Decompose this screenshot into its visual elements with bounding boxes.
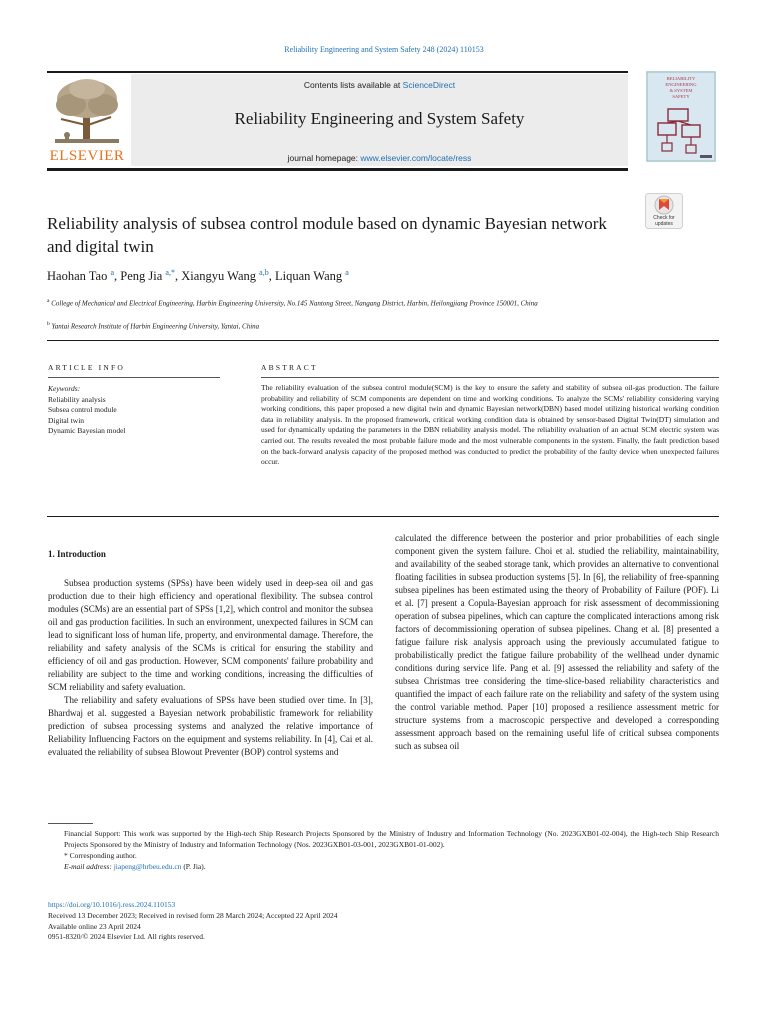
crossmark-label-text: Check for <box>653 215 675 221</box>
author-affiliation-mark[interactable]: a <box>110 268 115 277</box>
financial-support-note: Financial Support: This work was supported by the High-tech Ship Research Projects Sponsored by the Ministry of Industry and Information Technology (No. 2023GXB01-02-004), the High-tech Ship Research Projects Sponsored by the Ministry of Industry and Information Technology (Nos. 2023GXB01-03-001, 2023GXB01-01-002). <box>64 829 719 849</box>
affiliation-a <box>47 296 647 308</box>
contents-prefix: Contents lists available at <box>303 80 403 90</box>
body-paragraph: calculated the difference between the posterior and prior probabilities of each single component given the system failure. Choi et al. studied the reliability, maintainability, and availability of the seabed storage tank, which provides an alternative to conventional floating facilities in subsea production systems [5]. In [6], the reliability of free-spanning subsea pipelines has been estimated using the theory of Probability of Failure (POF). Li et al. [7] present a Copula-Bayesian approach for risk assessment of decommissioning operation of subsea pipelines, which can capture the complicated interactions among risk factors of decommissioning operation of subsea pipelines. Chang et al. [8] presented a fatigue failure risk analysis approach using the previously accumulated fatigue to probabilistically predict the fatigue failure probability of the wellhead under dynamic conditions during service life. Pang et al. [9] assessed the reliability and safety of the subsea Christmas tree considering the time-slice-based reliability characteristics and quantified the impact of each failure rate on the reliability and safety of the system using the control variable method. Paper [10] proposed a resilience assessment metric for structure systems from a macroscopic perspective and developed a corresponding assessment approach based on the remaining useful life of critical subsea components such as subsea oil <box>395 533 719 751</box>
journal-cover[interactable] <box>646 71 716 162</box>
journal-banner <box>131 74 628 166</box>
cover-image-icon <box>646 71 716 162</box>
keyword-item: Dynamic Bayesian model <box>48 426 126 435</box>
section-heading-introduction: 1. Introduction <box>48 549 106 559</box>
check-for-updates-badge[interactable] <box>645 193 683 229</box>
body-paragraph: Subsea production systems (SPSs) have been widely used in deep-sea oil and gas production due to their high efficiency and operational flexibility. The subsea control modules (SCMs) are an essential part of SPSs [1,2], which control and monitor the subsea oil and gas production facilities. In such an environment, unexpected failures in SCM can lead to significant loss of human life, property, and environmental damage. Therefore, the reliability and safety analysis of the SCMs is critical for ensuring the stability and efficiency of oil and gas production. However, SCM components' failure probability and reliability are subject to the time and working conditions, increasing the difficulties of SCM reliability and safety evaluation. <box>48 578 373 692</box>
email-note <box>48 861 719 872</box>
keywords-block <box>48 384 228 437</box>
body-right-column <box>395 532 719 753</box>
author[interactable] <box>120 269 175 283</box>
copyright-line: 0951-8320/© 2024 Elsevier Ltd. All rights reserved. <box>48 932 205 942</box>
journal-header <box>47 71 697 171</box>
affiliation-text: College of Mechanical and Electrical Engineering, Harbin Engineering University, No.145 Nantong Street, Nangang District, Harbin, Heilongjiang Province 150001, China <box>51 299 538 308</box>
journal-homepage-link[interactable]: www.elsevier.com/locate/ress <box>360 153 472 163</box>
cover-title-text: & SYSTEM <box>669 88 693 93</box>
info-top-rule <box>47 340 719 341</box>
cover-title-text: SAFETY <box>672 94 690 99</box>
author-name: Xiangyu Wang <box>181 269 257 284</box>
author-name: Liquan Wang <box>274 269 343 284</box>
abstract-rule <box>261 377 719 378</box>
author-name: Haohan Tao <box>47 269 108 284</box>
author-affiliation-mark[interactable]: a,* <box>165 268 175 277</box>
online-date: Available online 23 April 2024 <box>48 921 141 931</box>
contents-line <box>131 80 628 90</box>
author-affiliation-mark[interactable]: a,b <box>259 268 269 277</box>
email-link[interactable]: jiapeng@hrbeu.edu.cn <box>113 862 182 871</box>
keyword-item: Reliability analysis <box>48 394 106 404</box>
footnotes <box>48 828 719 872</box>
author-affiliation-mark[interactable]: a <box>345 268 349 277</box>
header-rule-top <box>47 71 628 73</box>
email-label: E-mail address: <box>64 862 114 871</box>
article-title: Reliability analysis of subsea control module based on dynamic Bayesian network and digital twin <box>47 214 607 256</box>
author-separator: , <box>114 269 121 284</box>
article-info-rule <box>48 377 220 378</box>
author-separator: , <box>268 269 275 284</box>
elsevier-logo[interactable] <box>47 75 127 167</box>
journal-reference[interactable]: Reliability Engineering and System Safety 248 (2024) 110153 <box>284 45 484 54</box>
body-paragraph: The reliability and safety evaluations of SPSs have been studied over time. In [3], Bhardwaj et al. suggested a Bayesian network probabilistic framework for reliability prediction of subsea processing systems and analyzed the relative importance of Reliability Influencing Factors on the equipment and systems reliability. In [4], Cai et al. evaluated the reliability of subsea Blowout Preventer (BOP) control systems and <box>48 695 373 757</box>
author[interactable] <box>181 269 268 283</box>
abstract-heading: ABSTRACT <box>261 363 318 372</box>
keywords-label: Keywords: <box>48 384 81 393</box>
received-dates: Received 13 December 2023; Received in revised form 28 March 2024; Accepted 22 April 2024 <box>48 910 338 920</box>
body-left-column <box>48 577 373 759</box>
author-separator: , <box>174 269 182 284</box>
doi-link[interactable]: https://doi.org/10.1016/j.ress.2024.110153 <box>48 900 176 909</box>
crossmark-label-text: updates <box>655 221 673 227</box>
author[interactable] <box>275 269 349 283</box>
article-info-heading: ARTICLE INFO <box>48 363 125 372</box>
footnote-rule <box>48 823 93 824</box>
publication-info <box>48 900 648 943</box>
crossmark-icon <box>645 193 683 229</box>
publisher-wordmark: ELSEVIER <box>49 148 125 164</box>
email-suffix: (P. Jia). <box>181 862 206 871</box>
header-rule-bottom <box>47 168 628 171</box>
corresponding-author-note: * Corresponding author. <box>64 851 137 860</box>
keyword-item: Digital twin <box>48 415 85 425</box>
affiliation-mark: a <box>47 298 50 304</box>
sciencedirect-link[interactable]: ScienceDirect <box>402 80 456 90</box>
affiliation-b <box>47 319 647 331</box>
author[interactable] <box>47 269 114 283</box>
journal-title: Reliability Engineering and System Safety <box>234 109 525 128</box>
homepage-prefix: journal homepage: <box>287 153 361 163</box>
tree-logo-icon <box>47 75 127 147</box>
cover-title-text: RELIABILITY <box>666 76 696 81</box>
affiliation-mark: b <box>47 321 50 327</box>
author-list <box>47 268 647 284</box>
abstract-text: The reliability evaluation of the subsea control module(SCM) is the key to ensure the safety and stability of subsea oil-gas production. The failure probability and reliability of SCM components are dependent on time and working conditions. To analyze the SCMs' reliability considering varying working conditions, this paper proposed a new digital twin and dynamic Bayesian network(DBN) based model utilizing historical working condition data in reliability analysis. In the proposed framework, critical working condition data is obtained by sensor-based Digital Twin(DT) simulation and used for dynamically updating the parameters in the DBN reliability analysis model. The reliability evaluation of an actual SCM electric system was carried out. The results revealed the most probable failure mode and the most vulnerable components in the system. Finally, the fault prediction based on the back-forward analysis capacity of the proposed method was conducted to predict the probability of the faulty device when unexpected failures occur. <box>261 383 719 467</box>
cover-title-text: ENGINEERING <box>665 82 697 87</box>
keyword-item: Subsea control module <box>48 405 117 414</box>
author-name: Peng Jia <box>120 269 163 284</box>
homepage-line <box>131 153 628 163</box>
affiliation-text: Yantai Research Institute of Harbin Engineering University, Yantai, China <box>51 322 260 331</box>
abstract-bottom-rule <box>47 516 719 517</box>
